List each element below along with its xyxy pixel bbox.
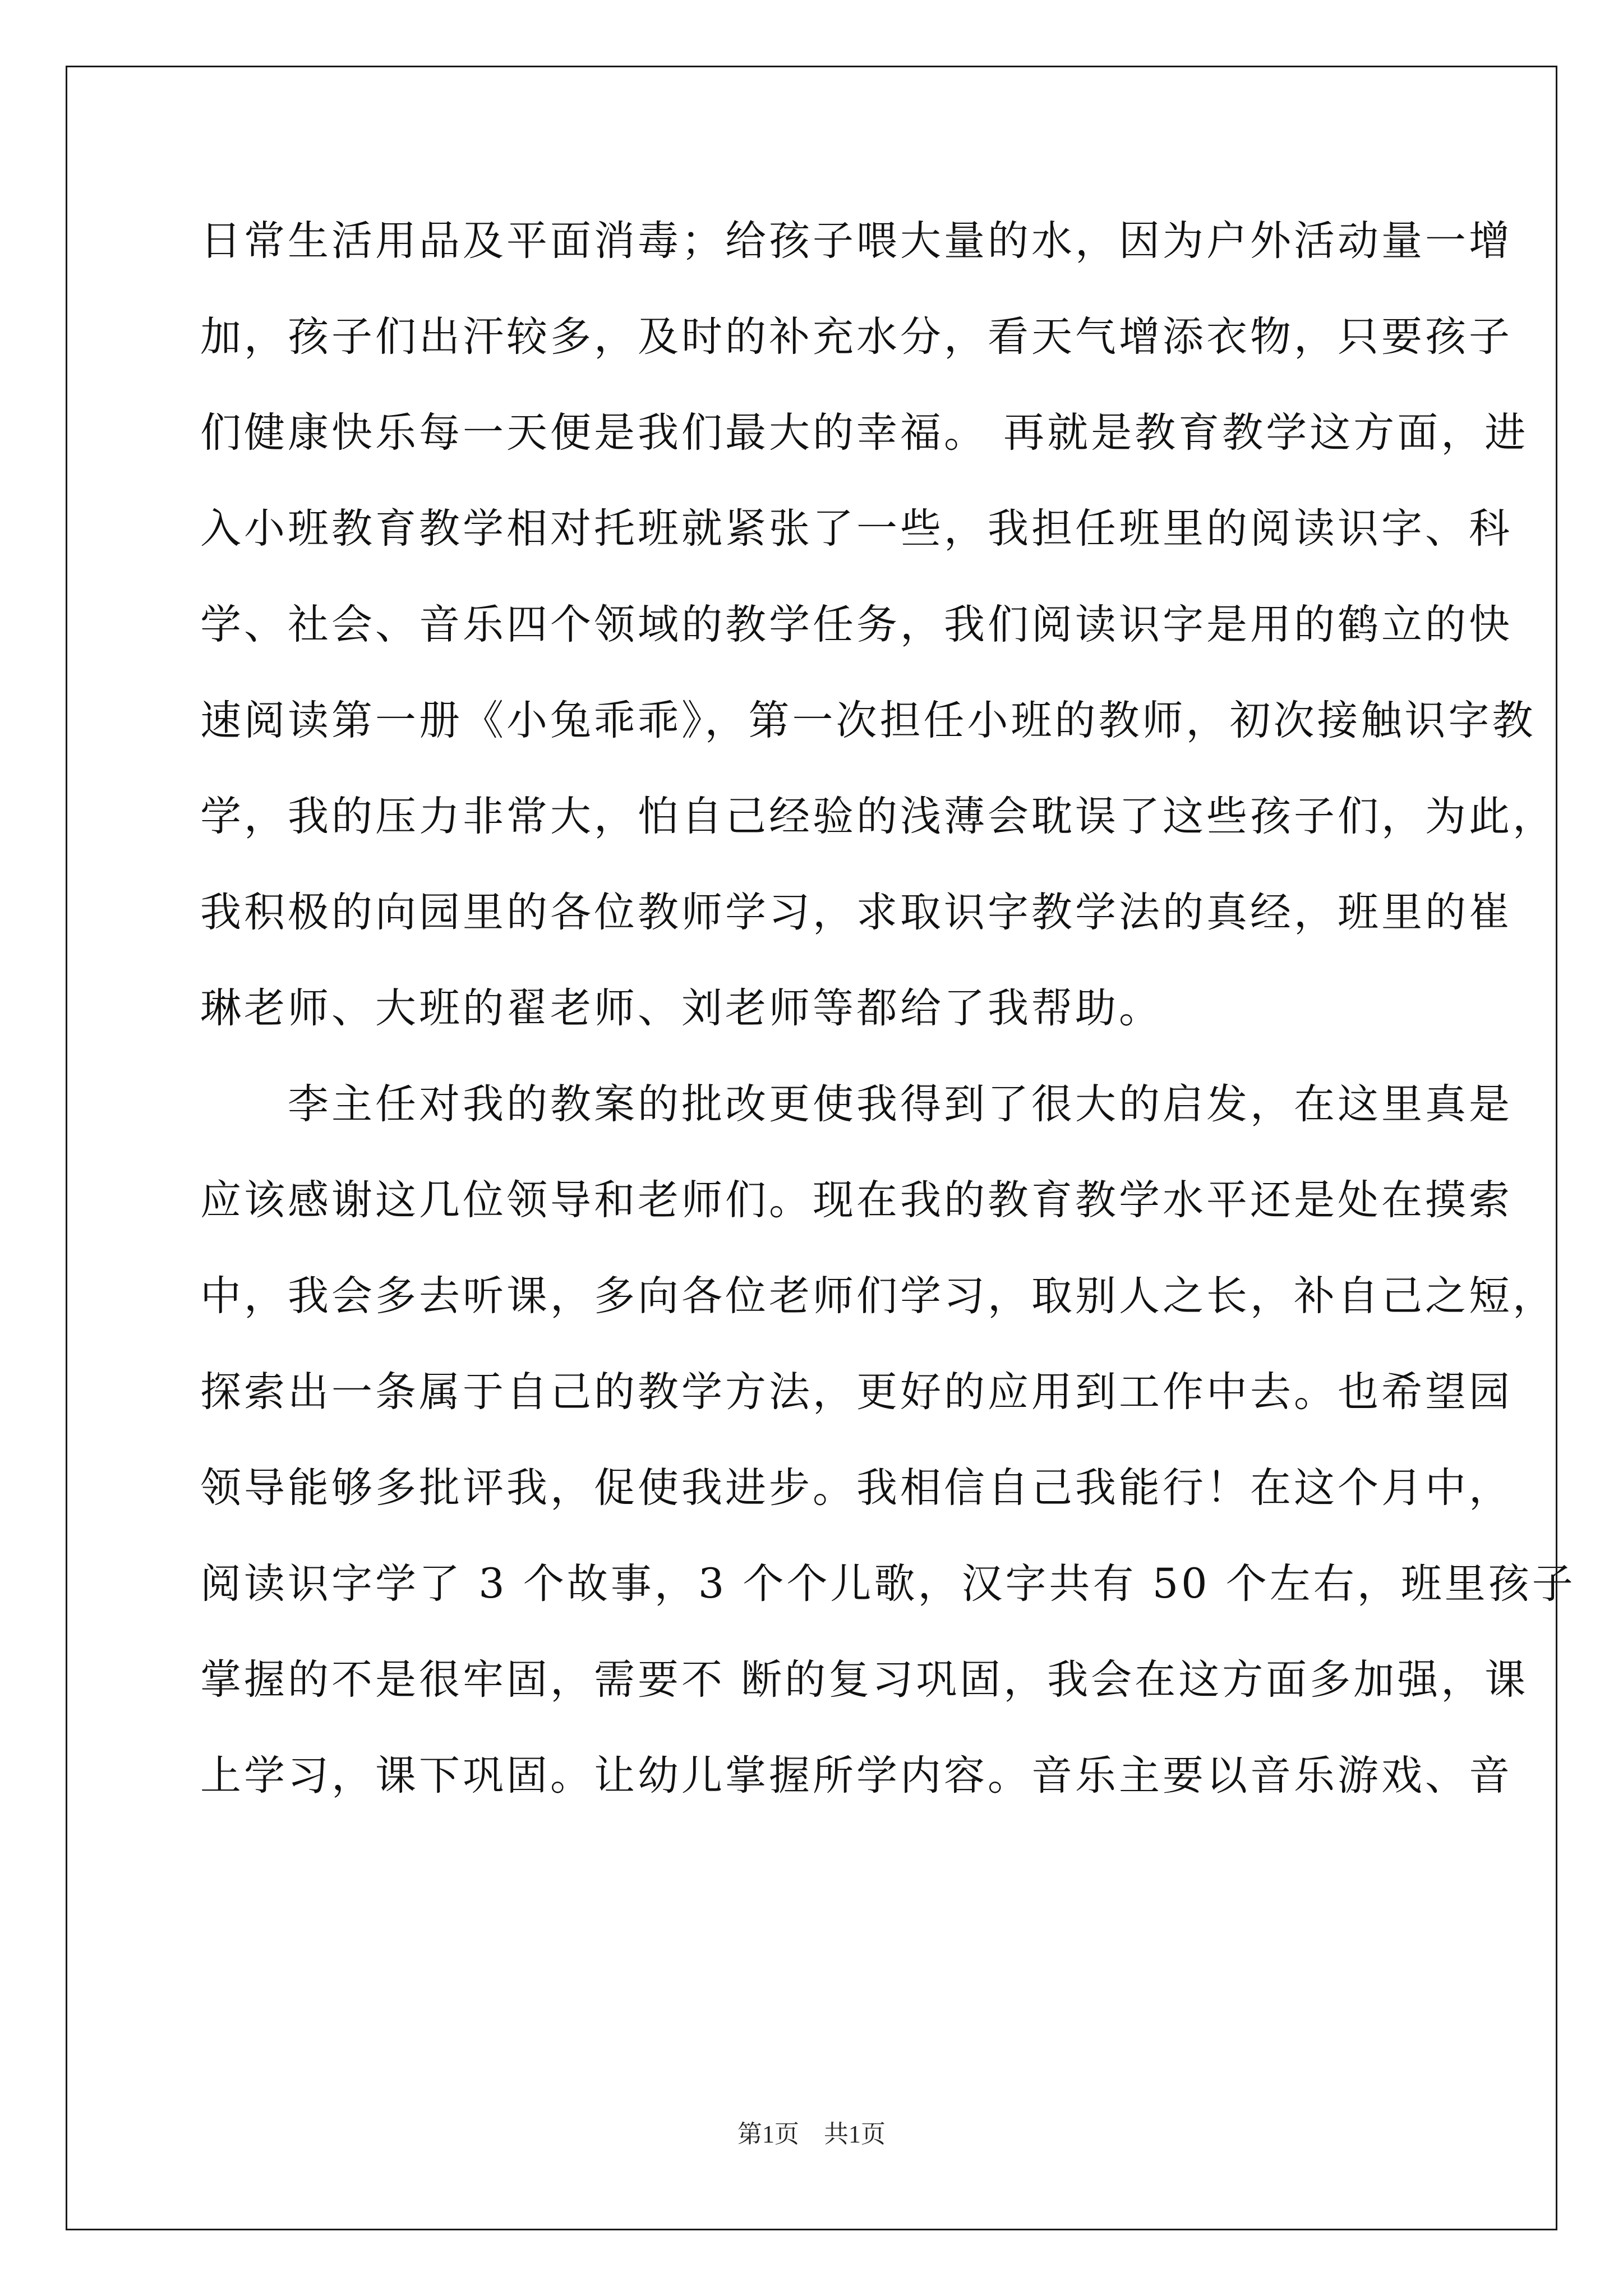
text-line: 学，我的压力非常大，怕自己经验的浅薄会耽误了这些孩子们，为此， [200,793,1556,840]
page-border [66,66,1557,2230]
text-line: 我积极的向园里的各位教师学习，求取识字教学法的真经，班里的崔 [200,889,1513,936]
text-line: 日常生活用品及平面消毒；给孩子喂大量的水，因为户外活动量一增 [200,217,1513,265]
text-line: 速阅读第一册《小兔乖乖》，第一次担任小班的教师，初次接触识字教 [200,697,1536,744]
text-line: 掌握的不是很牢固，需要不 断的复习巩固，我会在这方面多加强，课 [200,1656,1529,1704]
text-line: 们健康快乐每一天便是我们最大的幸福。 再就是教育教学这方面，进 [200,409,1529,457]
text-line: 李主任对我的教案的批改更使我得到了很大的启发，在这里真是 [200,1080,1513,1128]
text-line: 应该感谢这几位领导和老师们。现在我的教育教学水平还是处在摸索 [200,1176,1513,1224]
text-line: 中，我会多去听课，多向各位老师们学习，取别人之长，补自己之短， [200,1272,1556,1320]
text-line: 阅读识字学了 3 个故事，3 个个儿歌，汉字共有 50 个左右，班里孩子 [200,1560,1576,1608]
text-line: 探索出一条属于自己的教学方法，更好的应用到工作中去。也希望园 [200,1368,1513,1416]
text-line: 琳老师、大班的翟老师、刘老师等都给了我帮助。 [200,984,1163,1032]
text-line: 学、社会、音乐四个领域的教学任务，我们阅读识字是用的鹤立的快 [200,601,1513,648]
page-footer: 第1页 共1页 [737,2120,886,2148]
text-line: 上学习，课下巩固。让幼儿掌握所学内容。音乐主要以音乐游戏、音 [200,1752,1513,1800]
text-line: 入小班教育教学相对托班就紧张了一些，我担任班里的阅读识字、科 [200,505,1513,553]
text-line: 加，孩子们出汗较多，及时的补充水分，看天气增添衣物，只要孩子 [200,313,1513,361]
text-line: 领导能够多批评我，促使我进步。我相信自己我能行！在这个月中， [200,1464,1513,1512]
